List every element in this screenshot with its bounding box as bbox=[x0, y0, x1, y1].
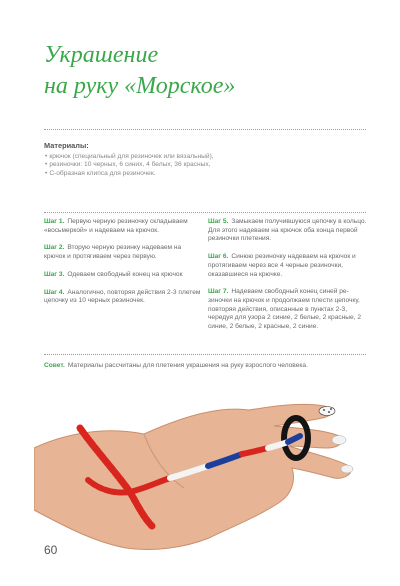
tip-text: Материалы рассчитаны для плетения украшения на руку взрослого человека. bbox=[67, 362, 308, 369]
step-text: Надеваем свободный конец синей резиночки на крючок и продолжаем плести цепочку, повторяя действия, описанные в пунктах 2-3, чередуя для узора 2 синие, 2 белые, 2 красные, 2 синие, 2 белые, 2 красные, 2 синие. bbox=[208, 288, 362, 331]
divider-tip bbox=[44, 354, 366, 355]
step-6 bbox=[208, 253, 368, 279]
title-line-1: Украшение bbox=[44, 42, 159, 68]
polka-dot-nail bbox=[319, 407, 335, 416]
materials-item: • резиночки: 10 черных, 6 синих, 4 белых, 36 красных, bbox=[44, 161, 244, 170]
step-text: Первую черную резиночку складываем «восьмеркой» и надеваем на крючок. bbox=[44, 218, 188, 234]
step-text: Аналогично, повторяя действия 2-3 плетем цепочку из 10 черных резиночек. bbox=[44, 288, 201, 305]
step-text: Замыкаем получившуюся цепочку в кольцо. Для этого надеваем на крючок оба конца первой резиночки плетения. bbox=[208, 218, 367, 243]
steps-column-right bbox=[208, 218, 368, 341]
materials-item: • крючок (специальный для резиночек или вязальный), bbox=[44, 153, 244, 162]
nail-dot bbox=[323, 409, 325, 411]
step-text: Синюю резиночку надеваем на крючок и протягиваем через все 4 черные резиночки, оказавшиеся на крючке. bbox=[208, 253, 356, 278]
step-4 bbox=[44, 289, 204, 306]
divider-top bbox=[44, 129, 366, 130]
step-text: Вторую черную резинку надеваем на крючок и протягиваем через первую. bbox=[44, 244, 182, 261]
materials-item: • С-образная клипса для резиночек. bbox=[44, 170, 244, 179]
step-label: Шаг 6. bbox=[208, 253, 229, 261]
step-7 bbox=[208, 288, 368, 332]
materials-heading: Материалы: bbox=[44, 141, 89, 150]
step-label: Шаг 2. bbox=[44, 244, 65, 252]
page-number: 60 bbox=[44, 543, 58, 557]
page-title bbox=[44, 40, 364, 102]
step-3 bbox=[44, 271, 204, 280]
step-label: Шаг 4. bbox=[44, 288, 65, 296]
tip-block bbox=[44, 362, 366, 371]
nail bbox=[341, 465, 353, 473]
step-1 bbox=[44, 218, 204, 235]
materials-list bbox=[44, 153, 244, 179]
step-label: Шаг 7. bbox=[208, 288, 229, 296]
step-5 bbox=[208, 218, 368, 244]
divider-materials bbox=[44, 212, 366, 213]
step-2 bbox=[44, 244, 204, 261]
step-label: Шаг 1. bbox=[44, 218, 65, 225]
title-line-2: на руку «Морское» bbox=[44, 73, 236, 99]
tip-label: Совет. bbox=[44, 362, 65, 369]
step-label: Шаг 3. bbox=[44, 270, 65, 278]
nail bbox=[332, 436, 346, 445]
steps-column-left bbox=[44, 218, 204, 315]
step-label: Шаг 5. bbox=[208, 218, 229, 225]
nail-dot bbox=[328, 411, 330, 413]
step-text: Одеваем свободный конец на крючок bbox=[67, 270, 183, 278]
nail-dot bbox=[330, 408, 332, 410]
materials-block bbox=[44, 142, 244, 178]
bracelet-photo bbox=[34, 376, 364, 556]
